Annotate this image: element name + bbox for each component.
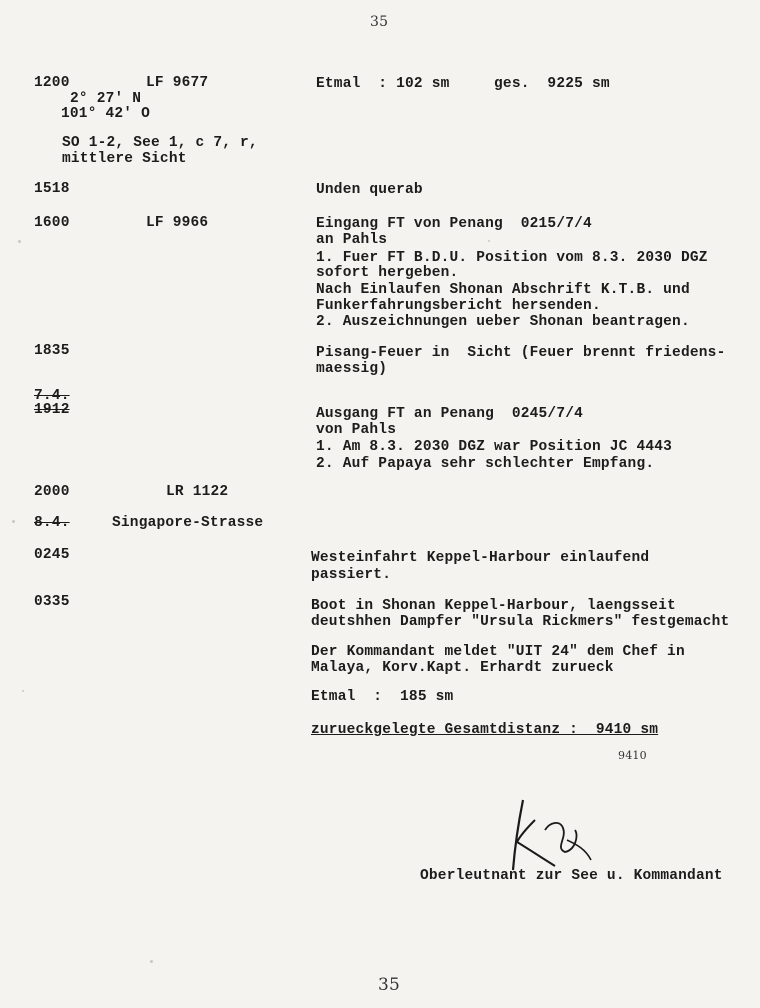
entry-text: Etmal : 185 sm <box>311 689 454 705</box>
longitude: 101° 42' O <box>61 106 151 122</box>
latitude: 2° 27' N <box>70 91 142 107</box>
entry-text: Boot in Shonan Keppel-Harbour, laengsseit <box>311 598 676 614</box>
entry-time: 0245 <box>34 547 70 563</box>
entry-text: maessig) <box>316 361 388 377</box>
entry-text: Westeinfahrt Keppel-Harbour einlaufend <box>311 550 650 566</box>
entry-text: deutshhen Dampfer "Ursula Rickmers" festgemacht <box>311 614 730 630</box>
entry-position: LR 1122 <box>166 484 229 500</box>
entry-text: Funkerfahrungsbericht hersenden. <box>316 298 601 314</box>
scan-speck <box>18 240 21 243</box>
page-number: 35 <box>378 975 401 995</box>
entry-text: 2. Auf Papaya sehr schlechter Empfang. <box>316 456 655 472</box>
entry-position: LF 9677 <box>146 75 209 91</box>
handwritten-annotation: 9410 <box>618 749 647 762</box>
entry-text: Pisang-Feuer in Sicht (Feuer brennt friedens- <box>316 345 726 361</box>
weather-line: SO 1-2, See 1, c 7, r, <box>62 135 258 151</box>
entry-text: Der Kommandant meldet "UIT 24" dem Chef in <box>311 644 685 660</box>
entry-text: Unden querab <box>316 182 423 198</box>
entry-date: 8.4. <box>34 515 70 531</box>
entry-text: 2. Auszeichnungen ueber Shonan beantragen. <box>316 314 690 330</box>
entry-date: 7.4. <box>34 388 70 404</box>
entry-text: 1. Am 8.3. 2030 DGZ war Position JC 4443 <box>316 439 673 455</box>
entry-position: LF 9966 <box>146 215 209 231</box>
entry-time: 1200 <box>34 75 70 91</box>
entry-time: 1912 <box>34 402 70 418</box>
entry-text: Malaya, Korv.Kapt. Erhardt zurueck <box>311 660 614 676</box>
scan-speck <box>22 690 24 692</box>
entry-time: 1600 <box>34 215 70 231</box>
weather-line: mittlere Sicht <box>62 151 187 167</box>
scan-speck <box>12 520 15 523</box>
scan-speck <box>150 960 153 963</box>
entry-time: 1835 <box>34 343 70 359</box>
entry-text: passiert. <box>311 567 392 583</box>
signature <box>505 790 595 880</box>
entry-time: 0335 <box>34 594 70 610</box>
entry-text: Nach Einlaufen Shonan Abschrift K.T.B. und <box>316 282 690 298</box>
entry-text: 1. Fuer FT B.D.U. Position vom 8.3. 2030 DGZ <box>316 250 708 266</box>
entry-place: Singapore-Strasse <box>112 515 264 531</box>
scan-speck <box>488 240 490 242</box>
entry-text: Eingang FT von Penang 0215/7/4 <box>316 216 592 232</box>
entry-time: 2000 <box>34 484 70 500</box>
entry-text: von Pahls <box>316 422 397 438</box>
entry-text: Etmal : 102 sm ges. 9225 sm <box>316 76 610 92</box>
signature-title: Oberleutnant zur See u. Kommandant <box>420 868 723 884</box>
entry-time: 1518 <box>34 181 70 197</box>
entry-text: Ausgang FT an Penang 0245/7/4 <box>316 406 584 422</box>
top-page-mark: 35 <box>370 14 389 30</box>
entry-text: sofort hergeben. <box>316 265 459 281</box>
entry-text: an Pahls <box>316 232 388 248</box>
total-distance: zurueckgelegte Gesamtdistanz : 9410 sm <box>311 722 659 738</box>
